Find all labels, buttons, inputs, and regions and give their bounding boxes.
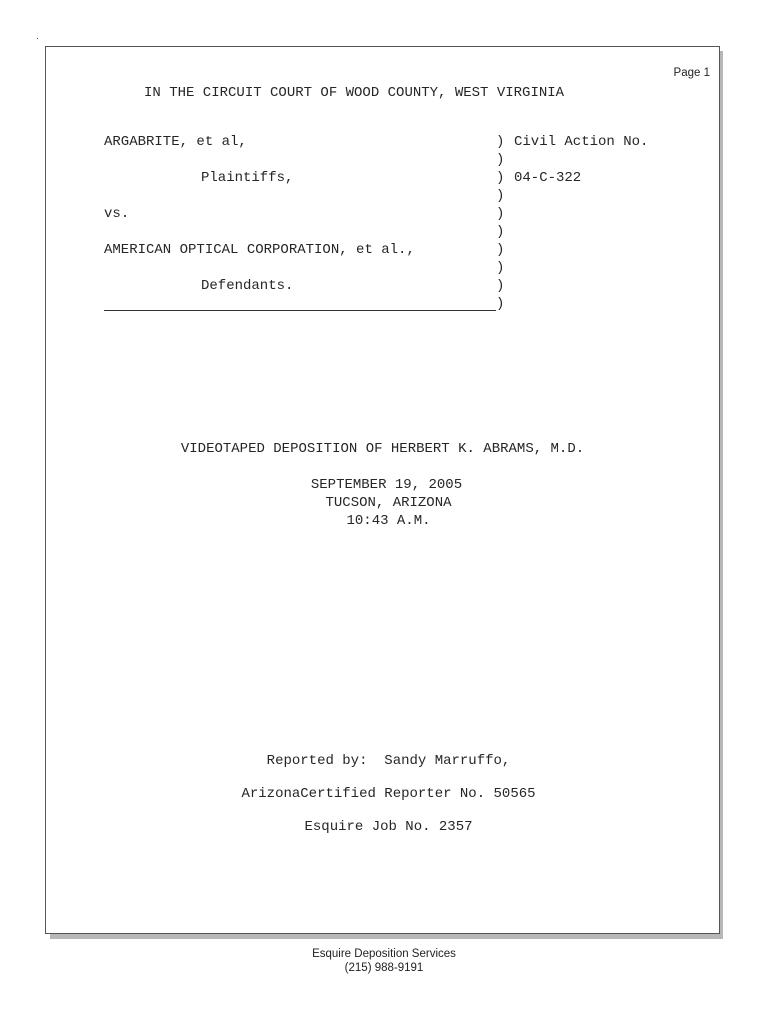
caption-paren: ) <box>496 170 505 186</box>
plaintiff-name: ARGABRITE, et al, <box>104 134 247 150</box>
plaintiff-role: Plaintiffs, <box>201 170 294 186</box>
caption-paren: ) <box>496 206 505 222</box>
document-page <box>45 46 720 934</box>
caption-paren: ) <box>496 296 505 312</box>
defendant-name: AMERICAN OPTICAL CORPORATION, et al., <box>104 242 415 258</box>
deposition-location: TUCSON, ARIZONA <box>325 495 452 511</box>
caption-paren: ) <box>496 188 505 204</box>
court-heading: IN THE CIRCUIT COURT OF WOOD COUNTY, WEST VIRGINIA <box>144 85 565 101</box>
caption-paren: ) <box>496 260 505 276</box>
reported-by: Reported by: Sandy Marruffo, <box>266 753 511 769</box>
deposition-date: SEPTEMBER 19, 2005 <box>310 477 463 493</box>
caption-paren: ) <box>496 242 505 258</box>
deposition-title: VIDEOTAPED DEPOSITION OF HERBERT K. ABRAMS, M.D. <box>180 441 585 457</box>
caption-parenthesis-column <box>496 133 504 313</box>
versus-text: vs. <box>104 206 130 222</box>
reporter-certification: ArizonaCertified Reporter No. 50565 <box>241 786 536 802</box>
caption-paren: ) <box>496 224 505 240</box>
caption-paren: ) <box>496 278 505 294</box>
defendant-role: Defendants. <box>201 278 294 294</box>
page-number: Page 1 <box>673 67 710 79</box>
civil-action-number: 04-C-322 <box>514 170 582 186</box>
job-number: Esquire Job No. 2357 <box>304 819 473 835</box>
civil-action-label: Civil Action No. <box>514 134 649 150</box>
stray-dot <box>37 38 38 39</box>
caption-paren: ) <box>496 152 505 168</box>
footer-phone: (215) 988-9191 <box>344 962 424 974</box>
footer-company: Esquire Deposition Services <box>312 948 456 960</box>
deposition-time: 10:43 A.M. <box>346 513 431 529</box>
caption-underline <box>104 310 496 311</box>
caption-paren: ) <box>496 134 505 150</box>
